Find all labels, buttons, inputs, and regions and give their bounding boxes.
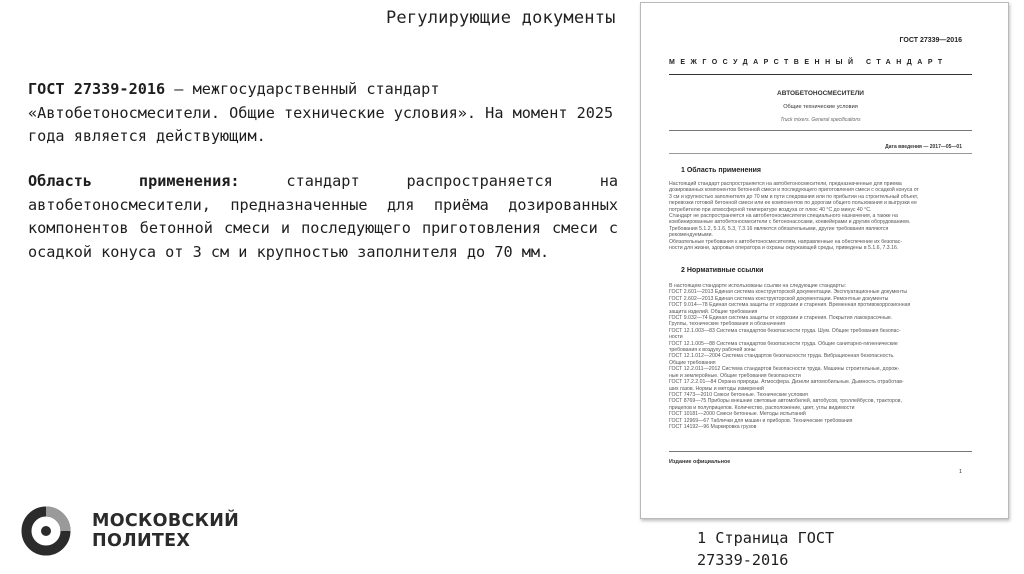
doc-text-line: ГОСТ 10181—2000 Смеси бетонные. Методы испытаний <box>669 411 806 418</box>
doc-text-line: ГОСТ 2.602—2013 Единая система конструкторской документации. Ремонтные документы <box>669 295 889 302</box>
gost-intro-text: — межгосударственный стандарт «Автобетоносмесители. Общие технические условия». На момент 2025 года является действующим. <box>28 80 614 145</box>
doc-text-line: ГОСТ 17.2.2.01—84 Охрана природы. Атмосфера. Дизели автомобильные. Дымность отработав- <box>669 379 904 386</box>
doc-rule <box>669 130 972 131</box>
doc-text-line: ГОСТ 8769—75 Приборы внешние световые автомобилей, автобусов, троллейбусов, тракторов, <box>669 398 902 405</box>
doc-page-number: 1 <box>959 469 962 475</box>
polytech-logo-icon <box>20 505 72 557</box>
doc-text-line: ГОСТ 14192—96 Маркировка грузов <box>669 423 757 430</box>
doc-section-2-body <box>669 283 972 430</box>
doc-text-line: рекомендуемыми. <box>669 232 713 239</box>
doc-text-line: Группы, технические требования и обозначения <box>669 321 786 328</box>
doc-text-line: Стандарт не распространяется на автобетоносмесители специального назначения, а также на <box>669 213 898 220</box>
doc-text-line: ности <box>669 334 683 341</box>
doc-text-line: ГОСТ 12.1.003—83 Система стандартов безопасности труда. Шум. Общие требования безопас- <box>669 327 901 334</box>
doc-footer: Издание официальное <box>669 459 731 465</box>
doc-rule <box>669 451 972 452</box>
doc-text-line: комбинированные автобетоносмесители с бетононасосами, конвейерами и другим оборудованием. <box>669 219 911 226</box>
doc-text-line: ГОСТ 9.014—78 Единая система защиты от коррозии и старения. Временная противокоррозионная <box>669 302 911 309</box>
polytech-logo-text <box>92 511 239 551</box>
logo-line-2: ПОЛИТЕХ <box>92 531 191 551</box>
doc-section-2-heading: 2 Нормативные ссылки <box>681 267 764 274</box>
doc-text-line: требования к воздуху рабочей зоны <box>669 347 756 354</box>
doc-text-line: перевозки готовой бетонной смеси или ее компонентов по дорогам общего пользования и выгрузки ее <box>669 200 917 207</box>
doc-text-line: ГОСТ 7473—2010 Смеси бетонные. Технические условия <box>669 391 808 398</box>
slide-title: Регулирующие документы <box>386 8 616 28</box>
doc-subtitle: Общие технические условия <box>783 104 858 110</box>
doc-text-line: ГОСТ 2.601—2013 Единая система конструкторской документации. Эксплуатационные документы <box>669 289 908 296</box>
scope-text: стандарт распространяется на автобетоносмесители, предназначенные для приёма дозированных компонентов бетонной смеси и последующего приготовления смеси с осадкой конуса от 3 см и крупностью заполнителя до 70 мм. <box>28 172 619 261</box>
doc-section-1-body <box>669 181 972 251</box>
doc-rule <box>669 74 972 75</box>
doc-title: АВТОБЕТОНОСМЕСИТЕЛИ <box>777 90 864 97</box>
caption-line-1: 1 Страница ГОСТ <box>697 529 835 547</box>
paragraph-scope <box>28 170 618 264</box>
doc-text-line: дозированных компонентов бетонной смеси и последующего приготовления смеси с осадкой конуса от <box>669 187 919 194</box>
doc-text-line: ГОСТ 12.1.005—88 Система стандартов безопасности труда. Общие санитарно-гигиенические <box>669 340 898 347</box>
doc-text-line: ности для жизни, здоровья оператора и охраны окружающей среды, приведены в 5.1.6, 7.3.16. <box>669 245 899 252</box>
doc-text-line: Требования 5.1.2, 5.1.6, 5.3, 7.3.16 являются обязательными, другие требования являются <box>669 225 889 232</box>
doc-standard-header: МЕЖГОСУДАРСТВЕННЫЙ СТАНДАРТ <box>669 59 948 66</box>
doc-rule <box>669 153 972 154</box>
caption-line-2: 27339-2016 <box>697 551 789 569</box>
doc-text-line: потребителю при атмосферной температуре воздуха от плюс 40 °С до минус 40 °С. <box>669 206 872 213</box>
doc-text-line: 3 см и крупностью заполнителя до 70 мм и пути следования или по прибытии на строительный объект, <box>669 193 919 200</box>
gost-document-page-image <box>640 2 1009 519</box>
doc-text-line: ших газов. Нормы и методы измерений <box>669 385 764 392</box>
doc-text-line: В настоящем стандарте использованы ссылки на следующие стандарты: <box>669 283 846 289</box>
document-caption <box>697 527 834 571</box>
doc-text-line: Общие требования <box>669 359 716 366</box>
doc-text-line: Обязательные требования к автобетоносмесителям, направленные на обеспечение их безопас- <box>669 238 903 245</box>
doc-text-line: ГОСТ 12.2.011—2012 Система стандартов безопасности труда. Машины строительные, дорож- <box>669 366 900 373</box>
logo-line-1: МОСКОВСКИЙ <box>92 511 240 531</box>
doc-text-line: Настоящий стандарт распространяется на автобетоносмесители, предназначенные для приема <box>669 181 902 187</box>
doc-text-line: прицепов и полуприцепов. Количество, расположение, цвет, углы видимости <box>669 404 855 411</box>
doc-subtitle-en: Truck mixers. General specifications <box>780 117 861 123</box>
doc-gost-number: ГОСТ 27339—2016 <box>899 37 962 44</box>
doc-intro-date: Дата введения — 2017—05—01 <box>885 144 962 150</box>
gost-name-bold: ГОСТ 27339-2016 <box>28 80 166 98</box>
doc-text-line: ные и землеройные. Общие требования безопасности <box>669 372 801 379</box>
doc-text-line: ГОСТ 12.1.012—2004 Система стандартов безопасности труда. Вибрационная безопасность. <box>669 353 895 360</box>
scope-label-bold: Область применения: <box>28 172 240 190</box>
doc-text-line: ГОСТ 9.032—74 Единая система защиты от коррозии и старения. Покрытия лакокрасочные. <box>669 315 893 322</box>
doc-section-1-heading: 1 Область применения <box>681 167 761 174</box>
doc-text-line: защита изделий. Общие требования <box>669 308 758 315</box>
paragraph-gost-intro <box>28 78 628 149</box>
doc-text-line: ГОСТ 12969—67 Таблички для машин и приборов. Технические требования <box>669 417 853 424</box>
